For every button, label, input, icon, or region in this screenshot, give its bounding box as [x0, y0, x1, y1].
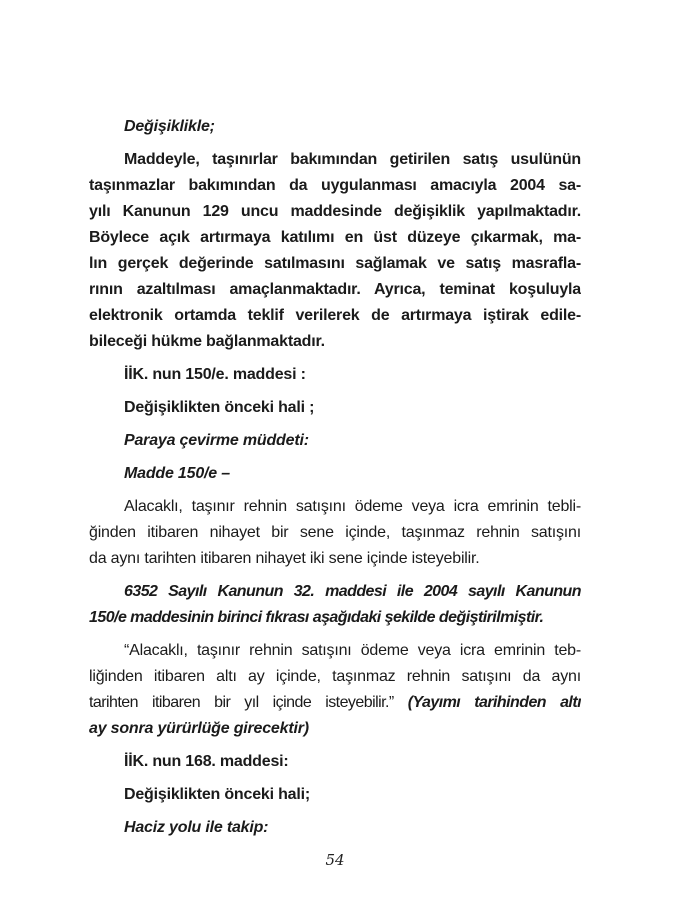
text-line: elektronik ortamda teklif verilerek de artırmaya iştirak edile-	[89, 307, 581, 324]
text-line: liğinden itibaren altı ay içinde, taşınmaz rehnin satışını da aynı	[89, 668, 581, 685]
heading-onceki-hali-168: Değişiklikten önceki hali;	[124, 786, 310, 803]
paragraph-alacakli-yeni	[89, 638, 581, 742]
text-line: ğinden itibaren nihayet bir sene içinde, taşınmaz rehnin satışını	[89, 524, 581, 541]
heading-paraya-cevirme: Paraya çevirme müddeti:	[124, 432, 309, 449]
text-segment-regular: tarihten itibaren bir yıl içinde isteyebilir.”	[89, 694, 408, 711]
heading-haciz-yolu: Haciz yolu ile takip:	[124, 819, 269, 836]
text-line: bileceği hükme bağlanmaktadır.	[89, 333, 325, 350]
paragraph-maddeyle	[89, 147, 581, 355]
text-line: “Alacaklı, taşınır rehnin satışını ödeme veya icra emrinin teb-	[124, 642, 581, 659]
text-line: 150/e maddesinin birinci fıkrası aşağıdaki şekilde değiştirilmiştir.	[89, 609, 544, 626]
text-line: Maddeyle, taşınırlar bakımından getirilen satış usulünün	[124, 151, 581, 168]
heading-iik-150e: İİK. nun 150/e. maddesi :	[124, 366, 306, 383]
text-line: Böylece açık artırmaya katılımı en üst düzeye çıkarmak, ma-	[89, 229, 581, 246]
page-number: 54	[325, 851, 345, 869]
paragraph-alacakli-eski	[89, 494, 581, 572]
text-line: lın gerçek değerinde satılmasını sağlamak ve satış masrafla-	[89, 255, 581, 272]
text-line-mixed	[89, 690, 581, 716]
paragraph-6352-kanun	[89, 579, 581, 631]
text-line: yılı Kanunun 129 uncu maddesinde değişiklik yapılmaktadır.	[89, 203, 581, 220]
heading-onceki-hali-150e: Değişiklikten önceki hali ;	[124, 399, 315, 416]
page-content	[89, 114, 581, 848]
text-line: Alacaklı, taşınır rehnin satışını ödeme veya icra emrinin tebli-	[124, 498, 581, 515]
heading-madde-150e: Madde 150/e –	[124, 465, 230, 482]
text-line: ay sonra yürürlüğe girecektir)	[89, 720, 309, 737]
heading-degisiklikle: Değişiklikle;	[124, 118, 215, 135]
text-line: 6352 Sayılı Kanunun 32. maddesi ile 2004 sayılı Kanunun	[124, 583, 581, 600]
text-line: taşınmazlar bakımından da uygulanması amacıyla 2004 sa-	[89, 177, 581, 194]
heading-iik-168: İİK. nun 168. maddesi:	[124, 753, 289, 770]
text-line: da aynı tarihten itibaren nihayet iki sene içinde isteyebilir.	[89, 550, 480, 567]
text-segment-bold-italic: (Yayımı tarihinden altı	[407, 694, 581, 711]
text-line: rının azaltılması amaçlanmaktadır. Ayrıca, teminat koşuluyla	[89, 281, 581, 298]
